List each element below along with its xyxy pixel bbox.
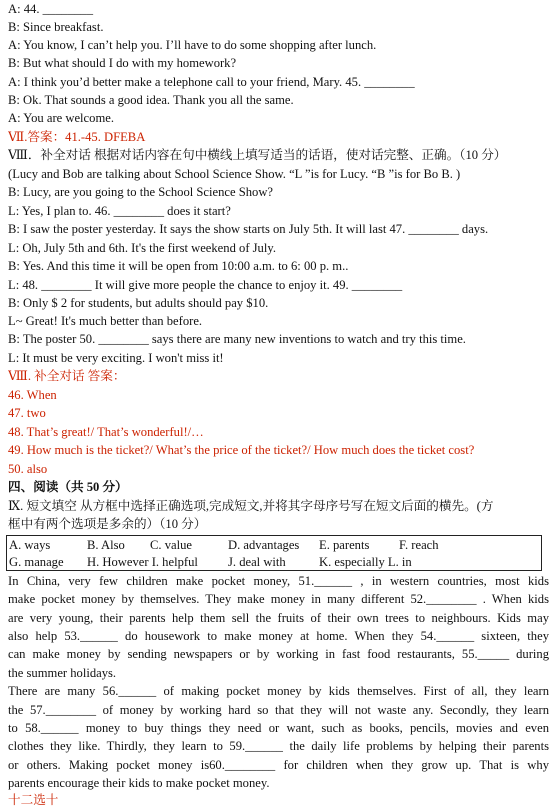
passage-line: or others. Making pocket money is60.________ for children when they grow up. That is why (8, 758, 549, 772)
passage-line: to 58.______ money to buy things they need or want, such as books, pencils, movies and even (8, 721, 549, 735)
dialog-line: B: Ok. That sounds a good idea. Thank you all the same. (8, 93, 294, 107)
passage-line: are very young, their parents help them sell the fruits of their own trees to neighbours. Kids may (8, 611, 549, 625)
option: C. value (150, 538, 192, 552)
passage-line: make pocket money by themselves. They make money in many different 52.________ . When kids (8, 592, 549, 606)
passage-line: parents encourage their kids to make pocket money. (8, 776, 270, 790)
dialog-line: L~ Great! It's much better than before. (8, 314, 203, 328)
answer-item: 50. also (8, 462, 48, 476)
dialog-line: B: Since breakfast. (8, 20, 104, 34)
answer-key-8-heading: Ⅷ. 补全对话 答案： (8, 369, 126, 383)
option: F. reach (399, 538, 439, 552)
dialog-line: B: Only $ 2 for students, but adults should pay $10. (8, 296, 269, 310)
section-9-heading: Ⅸ. 短文填空 从方框中选择正确选项,完成短文,并将其字母序号写在短文后面的横先。(方 (8, 499, 494, 513)
dialog-line: L: Yes, I plan to. 46. ________ does it start? (8, 204, 231, 218)
dialog-line: L: Oh, July 5th and 6th. It's the first weekend of July. (8, 241, 276, 255)
dialog-line: L: It must be very exciting. I won't miss it! (8, 351, 224, 365)
answer-item: 46. When (8, 388, 57, 402)
dialog-line: B: Yes. And this time it will be open from 10:00 a.m. to 6: 00 p. m.. (8, 259, 349, 273)
option: E. parents (319, 538, 370, 552)
dialog-line: B: Lucy, are you going to the School Science Show? (8, 185, 273, 199)
passage-line: also help 53.______ do housework to make money at home. When they 54.______ sixteen, they (8, 629, 549, 643)
passage-line: can make money by sending newspapers or by working in fast food restaurants, 55._____ during (8, 647, 549, 661)
option: A. ways (9, 538, 51, 552)
section-9-heading-cont: 框中有两个选项是多余的）（10 分） (8, 517, 207, 531)
dialog-line: B: I saw the poster yesterday. It says the show starts on July 5th. It will last 47. ________ days. (8, 222, 489, 236)
passage-line: the 57.________ of money by working hard so that they will not waste any. Secondly, they learn (8, 703, 549, 717)
answer-item: 49. How much is the ticket?/ What’s the price of the ticket?/ How much does the ticket cost? (8, 443, 475, 457)
option: H. However I. helpful (87, 555, 198, 569)
answer-key-7: Ⅶ.答案：41.-45. DFEBA (8, 130, 146, 144)
option: G. manage (9, 555, 64, 569)
option: B. Also (87, 538, 125, 552)
passage-line: the summer holidays. (8, 666, 117, 680)
answer-item: 47. two (8, 406, 46, 420)
passage-line: clothes they like. Thirdly, they learn to 59.______ the daily life problems by helping their parents (8, 739, 549, 753)
dialog-line: B: The poster 50. ________ says there are many new inventions to watch and try this time. (8, 332, 466, 346)
dialog-line: A: You know, I can’t help you. I’ll have to do some shopping after lunch. (8, 38, 377, 52)
option: K. especially L. in (319, 555, 412, 569)
option: J. deal with (228, 555, 286, 569)
option: D. advantages (228, 538, 300, 552)
dialog-line: L: 48. ________ It will give more people the chance to enjoy it. 49. ________ (8, 278, 403, 292)
answer-item: 48. That’s great!/ That’s wonderful!/… (8, 425, 204, 439)
dialog-line: A: 44. ________ (8, 2, 94, 16)
footer-label: 十二选十 (8, 793, 59, 807)
dialog-line: A: You are welcome. (8, 111, 114, 125)
dialog-line: B: But what should I do with my homework? (8, 56, 237, 70)
part-4-heading: 四、阅读（共 50 分） (8, 480, 128, 494)
word-options-box (6, 535, 542, 571)
passage-line: There are many 56.______ of making pocket money by kids themselves. First of all, they learn (8, 684, 549, 698)
dialog-line: A: I think you’d better make a telephone call to your friend, Mary. 45. ________ (8, 75, 415, 89)
passage-line: In China, very few children make pocket money, 51.______ , in western countries, most kids (8, 574, 549, 588)
section-8-heading: Ⅷ．补全对话 根据对话内容在句中横线上填写适当的话语，使对话完整、正确。（10 分） (8, 148, 507, 162)
section-8-intro: (Lucy and Bob are talking about School Science Show. “L ”is for Lucy. “B ”is for Bo B. ) (8, 167, 461, 181)
